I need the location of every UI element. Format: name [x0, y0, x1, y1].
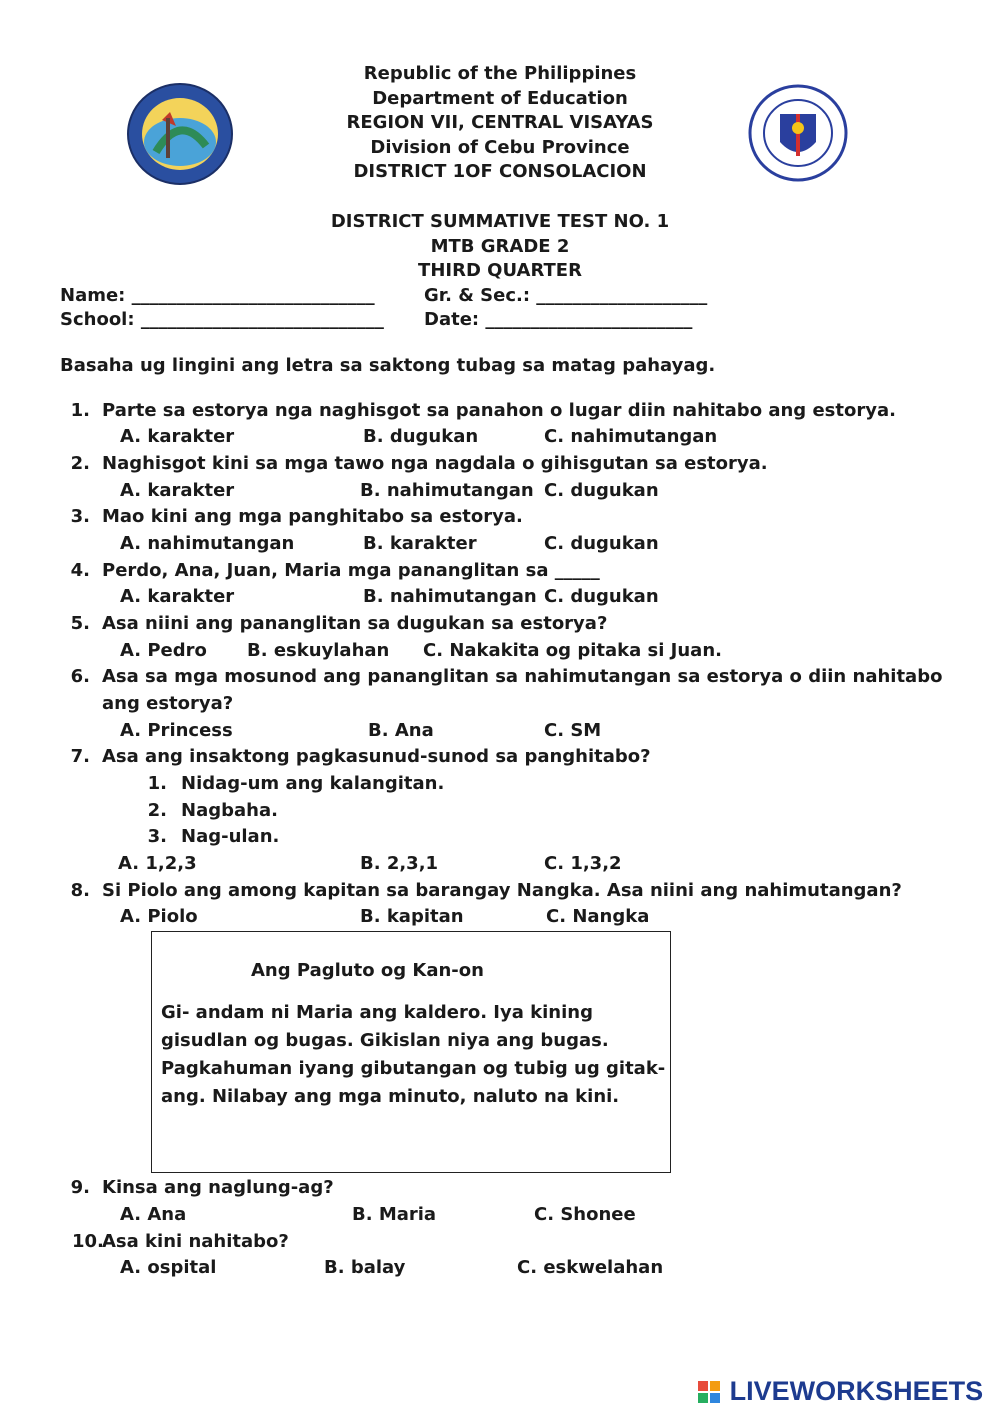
question-text: Asa ang insaktong pagkasunud-sunod sa panghitabo? [102, 746, 651, 767]
choice-b[interactable]: B. dugukan [363, 426, 479, 447]
test-title-line: THIRD QUARTER [418, 260, 582, 281]
date-field[interactable]: Date: _______________________ [424, 309, 693, 330]
choice-b[interactable]: B. balay [324, 1257, 406, 1278]
test-title [0, 210, 1000, 284]
test-title-line: MTB GRADE 2 [430, 235, 570, 257]
liveworksheets-logo-icon [698, 1381, 720, 1403]
grade-section-field[interactable]: Gr. & Sec.: ___________________ [424, 285, 708, 306]
choice-b[interactable]: B. Maria [352, 1204, 437, 1225]
choice-c[interactable]: C. dugukan [544, 533, 659, 554]
question-number: 5. [70, 613, 90, 634]
choice-a[interactable]: A. karakter [120, 426, 235, 447]
question-number: 9. [70, 1177, 90, 1198]
sub-item-text: Nag-ulan. [181, 826, 280, 847]
question-text-continued: ang estorya? [102, 693, 234, 714]
choice-c[interactable]: C. dugukan [544, 480, 659, 501]
question-text: Asa niini ang pananglitan sa dugukan sa estorya? [102, 613, 608, 634]
question-text: Naghisgot kini sa mga tawo nga nagdala o gihisgutan sa estorya. [102, 453, 768, 474]
question-number: 3. [70, 506, 90, 527]
story-title: Ang Pagluto og Kan-on [251, 960, 484, 981]
question-text: Perdo, Ana, Juan, Maria mga pananglitan sa _____ [102, 560, 600, 581]
name-field[interactable]: Name: ___________________________ [60, 285, 375, 306]
story-line: ang. Nilabay ang mga minuto, naluto na kini. [161, 1086, 620, 1107]
question-number: 10. [72, 1231, 104, 1252]
choice-a[interactable]: A. Piolo [120, 906, 198, 927]
choice-b[interactable]: B. karakter [363, 533, 477, 554]
choice-b[interactable]: B. 2,3,1 [360, 853, 439, 874]
choice-c[interactable]: C. SM [544, 720, 602, 741]
sub-item-text: Nagbaha. [181, 800, 278, 821]
choice-c[interactable]: C. Shonee [534, 1204, 636, 1225]
question-number: 2. [70, 453, 90, 474]
choice-c[interactable]: C. nahimutangan [544, 426, 718, 447]
choice-a[interactable]: A. Princess [120, 720, 233, 741]
sub-item-text: Nidag-um ang kalangitan. [181, 773, 445, 794]
header-line: Division of Cebu Province [370, 136, 630, 158]
header-line: DISTRICT 1OF CONSOLACION [353, 161, 647, 182]
question-number: 8. [70, 880, 90, 901]
choice-a[interactable]: A. Ana [120, 1204, 187, 1225]
choice-a[interactable]: A. karakter [120, 586, 235, 607]
question-text: Asa kini nahitabo? [102, 1231, 289, 1252]
liveworksheets-brand: LIVEWORKSHEETS [729, 1376, 984, 1406]
question-number: 6. [70, 666, 90, 687]
question-text: Parte sa estorya nga naghisgot sa panahon o lugar diin nahitabo ang estorya. [102, 400, 896, 421]
instruction: Basaha ug lingini ang letra sa saktong tubag sa matag pahayag. [60, 355, 716, 376]
choice-a[interactable]: A. karakter [120, 480, 235, 501]
header-line: REGION VII, CENTRAL VISAYAS [346, 112, 654, 133]
choice-c[interactable]: C. 1,3,2 [544, 853, 622, 874]
header-line: Department of Education [372, 87, 628, 109]
choice-c[interactable]: C. Nakakita og pitaka si Juan. [423, 640, 722, 661]
school-header [0, 62, 1000, 185]
choice-a[interactable]: A. ospital [120, 1257, 217, 1278]
sub-item-number: 3. [147, 826, 167, 847]
sub-item-number: 2. [147, 800, 167, 821]
test-title-line: DISTRICT SUMMATIVE TEST NO. 1 [330, 211, 670, 232]
choice-b[interactable]: B. nahimutangan [363, 586, 537, 607]
sub-item-number: 1. [147, 773, 167, 794]
choice-b[interactable]: B. nahimutangan [360, 480, 534, 501]
choice-b[interactable]: B. eskuylahan [247, 640, 390, 661]
story-line: Gi- andam ni Maria ang kaldero. Iya kining [161, 1002, 593, 1023]
question-text: Asa sa mga mosunod ang pananglitan sa nahimutangan sa estorya o diin nahitabo [102, 666, 943, 687]
header-line: Republic of the Philippines [363, 63, 637, 84]
question-number: 7. [70, 746, 90, 767]
question-text: Si Piolo ang among kapitan sa barangay Nangka. Asa niini ang nahimutangan? [102, 880, 902, 901]
question-number: 1. [70, 400, 90, 421]
choice-c[interactable]: C. Nangka [546, 906, 650, 927]
liveworksheets-watermark[interactable] [698, 1376, 983, 1408]
question-text: Kinsa ang naglung-ag? [102, 1177, 334, 1198]
choice-a[interactable]: A. Pedro [120, 640, 207, 661]
choice-b[interactable]: B. kapitan [360, 906, 464, 927]
choice-b[interactable]: B. Ana [368, 720, 434, 741]
question-text: Mao kini ang mga panghitabo sa estorya. [102, 506, 523, 527]
story-box [151, 931, 671, 1173]
choice-a[interactable]: A. 1,2,3 [118, 853, 197, 874]
story-line: Pagkahuman iyang gibutangan og tubig ug gitak- [161, 1058, 666, 1079]
question-number: 4. [70, 560, 90, 581]
school-field[interactable]: School: ___________________________ [60, 309, 384, 330]
story-line: gisudlan og bugas. Gikislan niya ang bugas. [161, 1030, 609, 1051]
choice-c[interactable]: C. eskwelahan [517, 1257, 664, 1278]
choice-a[interactable]: A. nahimutangan [120, 533, 295, 554]
choice-c[interactable]: C. dugukan [544, 586, 659, 607]
